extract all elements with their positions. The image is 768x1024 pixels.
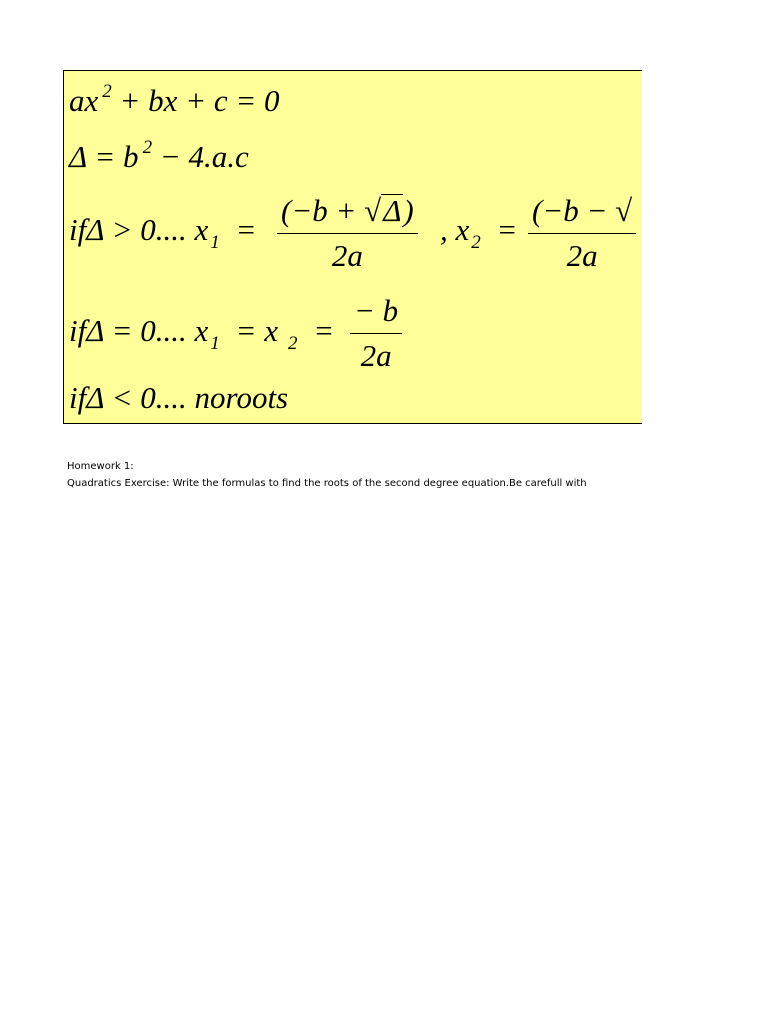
subscript: 2 (287, 333, 298, 354)
subscript: 1 (210, 232, 220, 253)
variable: x (194, 212, 209, 247)
formula-condition: ifΔ > 0.... (69, 212, 187, 247)
formula-term: + bx + c = 0 (119, 83, 280, 118)
fraction-numerator: (−b − √ (528, 193, 636, 234)
numerator-part: (−b + (281, 193, 365, 228)
fraction-denominator: 2a (566, 238, 598, 273)
radicand: Δ (383, 193, 402, 228)
formula-negative-case: ifΔ < 0.... noroots (69, 380, 289, 415)
fraction-denominator: 2a (331, 238, 363, 273)
formula-term: Δ = b (69, 139, 139, 174)
fraction-double-root (350, 293, 402, 374)
numerator-part: ) (403, 193, 414, 228)
equals-sign: = (313, 313, 335, 348)
formula-image (63, 70, 642, 424)
fraction-numerator (277, 193, 418, 234)
equals-sign: = (496, 212, 518, 247)
formula-x2-label (440, 212, 525, 253)
formula-term: − 4.a.c (159, 139, 249, 174)
variable: x (194, 313, 209, 348)
sqrt-icon: √ (364, 193, 382, 228)
fraction-denominator: 2a (360, 338, 392, 373)
equals-term: = x (235, 313, 278, 348)
formula-discriminant (69, 139, 249, 175)
homework-instructions: Quadratics Exercise: Write the formulas to find the roots of the second degree equation.Be carefull with (67, 478, 587, 489)
equals-sign: = (235, 212, 257, 247)
subscript: 2 (471, 232, 481, 253)
exponent: 2 (102, 81, 112, 102)
subscript: 1 (210, 333, 220, 354)
homework-title: Homework 1: (67, 461, 134, 472)
fraction-root-1 (277, 193, 418, 274)
variable: , x (440, 212, 470, 247)
exponent: 2 (142, 137, 153, 158)
formula-positive-case (69, 212, 264, 253)
formula-term: ax (69, 83, 99, 118)
fraction-root-2 (528, 193, 636, 274)
formula-condition: ifΔ = 0.... (69, 313, 187, 348)
fraction-numerator: − b (350, 293, 402, 334)
formula-zero-case (69, 313, 342, 354)
formula-standard-form (69, 83, 280, 119)
